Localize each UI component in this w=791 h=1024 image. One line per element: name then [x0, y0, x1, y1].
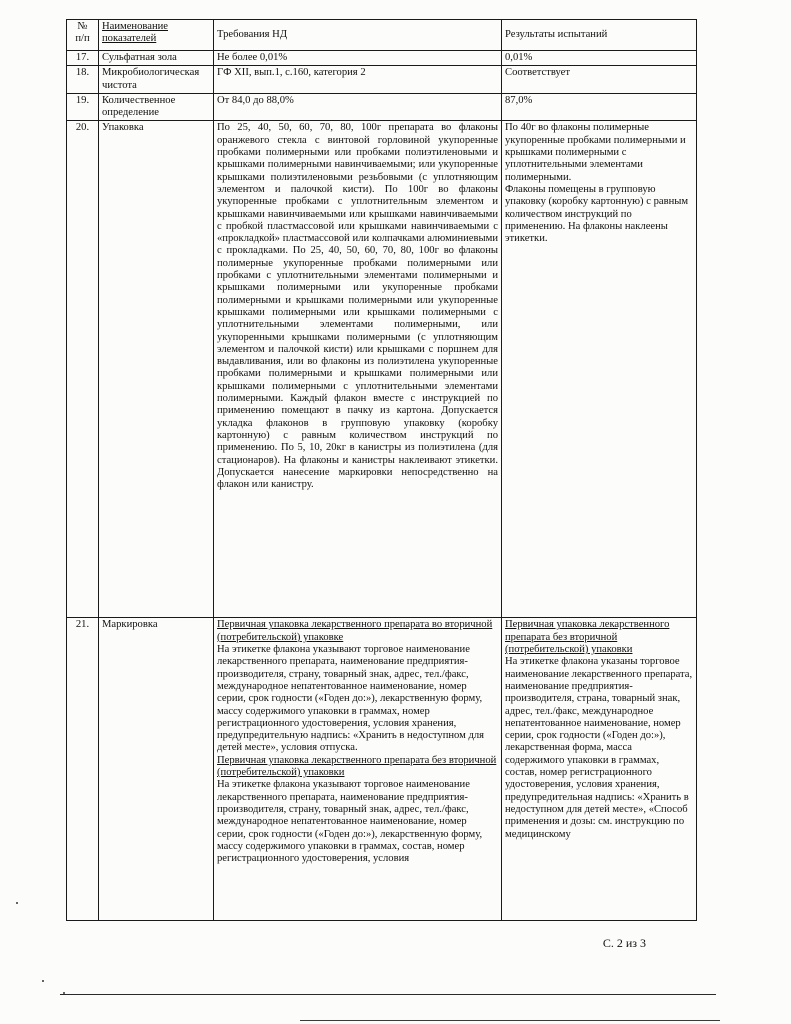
row-requirement: ГФ XII, вып.1, с.160, категория 2	[214, 66, 502, 94]
requirement-paragraph: На этикетке флакона указывают торговое наименование лекарственного препарата, наименование предприятия-производителя, страну, товарный знак, адрес, тел./факс, международное непатентованное наименование, номер серии, срок годности («Годен до:»), лекарственную форму, массу содержимого упаковки в граммах, состав, номер регистрационного удостоверения, условия	[217, 779, 483, 865]
result-subheading: Первичная упаковка лекарственного препарата без вторичной (потребительской) упаковки	[505, 619, 670, 656]
scan-artifact-line	[60, 994, 716, 995]
row-result	[502, 618, 697, 921]
table-row	[67, 93, 697, 121]
requirement-subheading: Первичная упаковка лекарственного препарата во вторичной (потребительской) упаковке	[217, 619, 493, 643]
header-results	[502, 20, 697, 51]
requirement-subheading: Первичная упаковка лекарственного препарата без вторичной (потребительской) упаковки	[217, 754, 497, 779]
header-results-text: Результаты испытаний	[505, 29, 608, 40]
scan-artifact-line	[300, 1020, 720, 1021]
row-number: 21.	[67, 618, 99, 921]
row-name: Сульфатная зола	[99, 51, 214, 66]
row-number: 20.	[67, 121, 99, 618]
row-requirement: По 25, 40, 50, 60, 70, 80, 100г препарата во флаконы оранжевого стекла с винтовой горловиной укупоренные пробками полимерными или пробками полиэтиленовыми и крышками полимерными навинчиваемыми; или укупоренные крышками полиэтиленовыми резьбовыми (с уплотняющим элементом и палочкой кисти). По 100г во флаконы укупоренные пробками с уплотнительным элементом и крышками навинчиваемыми или крышками навинчиваемыми с пробкой пластмассовой или крышками навинчиваемыми с «прокладкой» пластмассовой или колпачками алюминиевыми с прокладками. По 25, 40, 50, 60, 70, 80, 100г во флаконы полимерные укупоренные пробками полимерными или пробками с уплотнительными элементами полимерными и крышками полимерными или укупоренные пробками полимерными и крышками полимерными или укупоренные крышками полимерными или крышками полимерными с уплотнительными элементами полимерными, или укупоренными крышками полимерными (с уплотняющим элементом и палочкой кисти) или крышками с поршнем для выдавливания, или во флаконы из полиэтилена укупоренные пробками полимерными и крышками полимерными или крышками полимерными с уплотнительными элементами полимерными. Каждый флакон вместе с инструкцией по применению помещают в пачку из картона. Допускается укладка флаконов в групповую упаковку (коробку картонную) с равным количеством инструкций по применению. По 5, 10, 20кг в канистры из полиэтилена (для стационаров). На флаконы и канистры наклеивают этикетки. Допускается нанесение маркировки непосредственно на флакон или канистру.	[214, 121, 502, 618]
row-requirement	[214, 618, 502, 921]
scan-speck	[63, 992, 65, 994]
table-row	[67, 66, 697, 94]
scan-speck	[16, 902, 18, 904]
table-header-row	[67, 20, 697, 51]
row-name: Количественное определение	[99, 93, 214, 121]
header-requirements	[214, 20, 502, 51]
page-number: С. 2 из 3	[602, 936, 646, 950]
row-name: Упаковка	[99, 121, 214, 618]
row-requirement: Не более 0,01%	[214, 51, 502, 66]
row-result: Соответствует	[502, 66, 697, 94]
test-results-table	[66, 19, 697, 921]
row-result-paragraph: Флаконы помещены в групповую упаковку (коробку картонную) с равным количеством инструкций по применению. На флаконы наклеены этикетки.	[505, 183, 689, 245]
row-result: 87,0%	[502, 93, 697, 121]
row-name: Маркировка	[99, 618, 214, 921]
row-requirement: От 84,0 до 88,0%	[214, 93, 502, 121]
table-row	[67, 121, 697, 618]
row-number: 17.	[67, 51, 99, 66]
header-num: № п/п	[67, 20, 99, 51]
table-row	[67, 51, 697, 66]
row-result	[502, 121, 697, 618]
table-row	[67, 618, 697, 921]
row-result-paragraph: По 40г во флаконы полимерные укупоренные пробками полимерными и крышками полимерными с уплотнительными элементами полимерными.	[505, 122, 686, 183]
header-requirements-text: Требования НД	[217, 29, 288, 40]
row-name: Микробиологическая чистота	[99, 66, 214, 94]
scan-speck	[42, 980, 44, 982]
row-number: 18.	[67, 66, 99, 94]
row-number: 19.	[67, 93, 99, 121]
row-result: 0,01%	[502, 51, 697, 66]
requirement-paragraph: На этикетке флакона указывают торговое наименование лекарственного препарата, наименование предприятия-производителя, страну, товарный знак, адрес, тел./факс, международное непатентованное наименование, номер серии, срок годности («Годен до:»), лекарственную форму, массу содержимого упаковки в граммах, номер регистрационного удостоверения, условия хранения, предупредительную надпись: «Хранить в недоступном для детей месте», условия отпуска.	[217, 644, 485, 754]
header-name	[99, 20, 214, 51]
header-name-text: Наименование показателей	[102, 21, 168, 45]
result-paragraph: На этикетке флакона указаны торговое наименование лекарственного препарата, наименование предприятия-производителя, страна, товарный знак, адрес, тел./факс, международное непатентованное наименование, номер серии, срок годности («Годен до:»), лекарственная форма, масса содержимого упаковки в граммах, состав, номер регистрационного удостоверения, условия хранения, предупредительная надпись: «Хранить в недоступном для детей месте», «Способ применения и дозы: см. инструкцию по медицинскому	[505, 656, 693, 840]
